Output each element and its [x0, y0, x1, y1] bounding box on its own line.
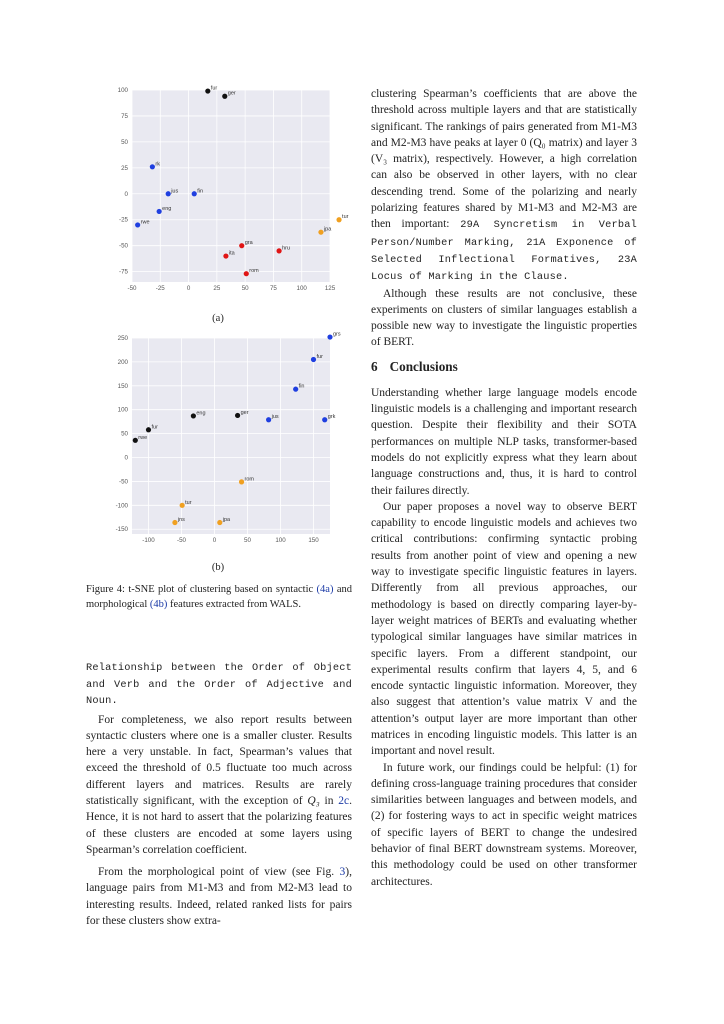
paragraph-completeness: [86, 712, 352, 859]
y-tick-label: -25: [119, 216, 128, 224]
p1-text: clustering Spearman’s coefficients that are above the threshold across multiple layers and that are statistically significant. The rankings of pairs generated from M1-M3 and M2-M3 have peaks at layer 0 (Q₀ matrix) and layer 3 (V₃ matrix), respectively. However, a high correlation can also be observed in other layers, with no clear descending trend. Some of the polarizing and nearly polarizing features shared by M1-M3 and M2-M3 are then important:: [371, 88, 637, 231]
y-tick-label: -50: [119, 478, 128, 486]
point-label-rwe: rwe: [140, 219, 150, 226]
scatter-point-eng: [157, 209, 162, 214]
point-label-tur: tur: [342, 214, 349, 221]
point-label-eng: eng: [162, 205, 172, 212]
paragraph-contributions: Our paper proposes a novel way to observe BERT capability to encode linguistic models and achieves two critical contributions: confirming syntactic probing results from another point of view and opening a new way to investigate specific linguistic features in layers. Differently from all previous approaches, our methodology is based on directly comparing layer-by-layer weight matrices of BERTs and evaluating whether typological similar languages have similar matrices in specific layers. From a different standpoint, our experimental results confirm that layers 4, 5, and 6 encode syntactic linguistic information. Moreover, they also suggest that attention’s value matrix V and the attention’s output layer are more important than other matrices in encoding linguistic models. This latter is an important and novel result.: [371, 500, 637, 758]
scatter-plot-a: [86, 85, 356, 298]
point-label-jus: jus: [271, 414, 279, 421]
left-column-text: [86, 660, 352, 929]
wals-features: 29A Syncretism in Verbal Person/Number Marking, 21A Exponence of Selected Inflectional Formatives, 23A Locus of Marking in the Clause.: [371, 219, 637, 284]
plot-a: [86, 85, 356, 298]
point-label-tur: tur: [185, 499, 192, 506]
caption-suffix: features extracted from WALS.: [170, 598, 302, 610]
y-tick-label: 150: [117, 382, 128, 390]
scatter-point-grs: [327, 334, 332, 339]
q3-symbol: Q₃: [307, 794, 320, 807]
y-tick-label: 0: [124, 190, 128, 198]
right-column-text: [371, 86, 637, 890]
y-tick-label: -100: [115, 502, 128, 510]
paragraph-understanding: Understanding whether large language models encode linguistic models is a challenging and important research question. Despite their flexibility and their SOTA performances on multiple NLP tasks, transformer-based models do not explicitly express what they learn about language constructions and, thus, it is hard to control their failures directly.: [371, 386, 637, 497]
point-label-hru: hru: [282, 245, 291, 252]
ref-2c-link[interactable]: 2c: [338, 794, 350, 807]
scatter-point-gra: [239, 243, 244, 248]
x-tick-label: 150: [308, 537, 319, 544]
point-label-rk: rk: [155, 161, 160, 168]
point-label-ita: ita: [228, 250, 235, 257]
scatter-point-rk: [150, 164, 155, 169]
point-label-rom: rom: [249, 268, 259, 275]
paragraph-morphological: [86, 864, 352, 929]
x-tick-label: 100: [275, 537, 286, 544]
point-label-eng: eng: [196, 410, 206, 417]
p1-text-a: For completeness, we also report results between syntactic clusters where one is a smaller cluster. Results here a very unstable. In fact, Spearman’s values that exceed the threshold of 0.5 fluctuate too much across different layers and matrices. Results are rarely statistically significant, with the exception of: [86, 713, 352, 807]
point-label-gra: gra: [244, 240, 253, 247]
scatter-point-tur: [336, 217, 341, 222]
y-tick-label: -75: [119, 268, 128, 276]
y-tick-label: -50: [119, 242, 128, 250]
x-tick-label: -50: [127, 285, 137, 292]
scatter-point-fur: [311, 357, 316, 362]
point-label-rwe: rwe: [138, 434, 148, 441]
feature-heading: Relationship between the Order of Object and Verb and the Order of Adjective and Noun.: [86, 662, 352, 707]
x-tick-label: 0: [186, 285, 191, 292]
x-tick-label: -50: [177, 537, 186, 544]
y-tick-label: -150: [115, 526, 128, 534]
subfigure-label-b: (b): [211, 562, 225, 573]
caption-ref-b[interactable]: (4b): [149, 598, 168, 610]
scatter-point-ger: [222, 94, 227, 99]
scatter-point-rwe: [133, 438, 138, 443]
paragraph-spearman: [371, 86, 637, 286]
x-tick-label: 50: [244, 537, 251, 544]
y-tick-label: 0: [124, 454, 128, 462]
point-label-fin: fin: [298, 383, 305, 390]
scatter-point-fur: [205, 88, 210, 93]
y-tick-label: 25: [121, 164, 128, 172]
subfigure-label-a: (a): [212, 313, 224, 324]
y-tick-label: 50: [121, 138, 128, 146]
section-number: 6: [371, 358, 378, 374]
plot-background: [132, 338, 330, 534]
caption-mid: and morphological: [86, 584, 353, 610]
point-label-jus: jus: [171, 188, 179, 195]
x-tick-label: 25: [213, 285, 221, 292]
y-tick-label: 250: [117, 335, 128, 342]
point-label-fur: fur: [316, 354, 323, 361]
point-label-jpa: jpa: [222, 517, 231, 524]
point-label-fin: fin: [197, 188, 204, 195]
scatter-point-eng: [191, 413, 196, 418]
section-title: Conclusions: [389, 358, 458, 374]
x-tick-label: 0: [212, 537, 217, 544]
point-label-fur: fur: [151, 424, 158, 431]
section-heading-conclusions: [371, 359, 637, 375]
scatter-plot-b: [86, 331, 356, 551]
point-label-jns: jns: [177, 517, 185, 524]
point-label-fur: fur: [210, 85, 218, 92]
p1-text-b: . Hence, it is not hard to assert that the polarizing features of these clusters are encoded at some layers using Spearman’s correlation coefficient.: [86, 794, 353, 856]
y-tick-label: 75: [121, 112, 128, 120]
point-label-ger: ger: [227, 90, 236, 97]
caption-prefix: Figure 4: t-SNE plot of clustering based on syntactic: [86, 584, 314, 595]
scatter-point-hru: [276, 248, 281, 253]
p2-text-b: ), language pairs from M1-M3 and from M2-M3 lead to interesting results. Indeed, related ranked lists for pairs for these clusters show extra-: [86, 866, 352, 928]
scatter-point-grk: [322, 417, 327, 422]
point-label-grk: grk: [327, 414, 336, 421]
caption-ref-a[interactable]: (4a): [316, 584, 334, 595]
x-tick-label: 50: [241, 285, 249, 292]
plot-b: [86, 331, 356, 551]
y-tick-label: 100: [117, 406, 128, 414]
y-tick-label: 100: [117, 87, 128, 94]
scatter-point-jns: [172, 520, 177, 525]
scatter-point-rom: [244, 271, 249, 276]
scatter-point-fin: [293, 387, 298, 392]
scatter-point-jpa: [217, 520, 222, 525]
point-label-rom: rom: [244, 476, 255, 483]
scatter-point-jus: [266, 417, 271, 422]
scatter-point-rwe: [135, 222, 140, 227]
scatter-point-tur: [180, 503, 185, 508]
x-tick-label: -100: [142, 537, 155, 544]
p1-in: in: [319, 794, 339, 807]
y-tick-label: 200: [117, 358, 128, 366]
scatter-point-jpa: [318, 230, 323, 235]
scatter-point-ita: [223, 253, 228, 258]
ref-fig3-link[interactable]: 3: [339, 866, 346, 879]
x-tick-label: 75: [269, 285, 277, 292]
x-tick-label: -25: [155, 285, 165, 292]
point-label-grs: grs: [333, 331, 341, 338]
point-label-jpa: jpa: [323, 226, 332, 233]
p2-text-a: From the morphological point of view (see Fig.: [98, 866, 340, 879]
x-tick-label: 100: [296, 285, 307, 292]
paragraph-future-work: In future work, our findings could be helpful: (1) for defining cross-language training procedures that consider similarities between languages and between models, and (2) for fostering ways to act in specific weight matrices of specific layers of BERT to change the undesired behavior of final BERT downstream systems. Moreover, this methodology could be used on other transformer architectures.: [371, 761, 637, 888]
figure-caption: [86, 583, 352, 612]
point-label-ger: ger: [240, 409, 249, 416]
paragraph-inconclusive: Although these results are not conclusive, these experiments on clusters of similar languages establish a possible new way to investigate the linguistic properties of BERT.: [371, 287, 637, 349]
x-tick-label: 125: [324, 285, 336, 292]
scatter-point-fin: [192, 191, 197, 196]
scatter-point-jus: [166, 191, 171, 196]
scatter-point-fur: [146, 427, 151, 432]
scatter-point-rom: [239, 479, 244, 484]
scatter-point-ger: [235, 413, 240, 418]
y-tick-label: 50: [121, 430, 128, 438]
